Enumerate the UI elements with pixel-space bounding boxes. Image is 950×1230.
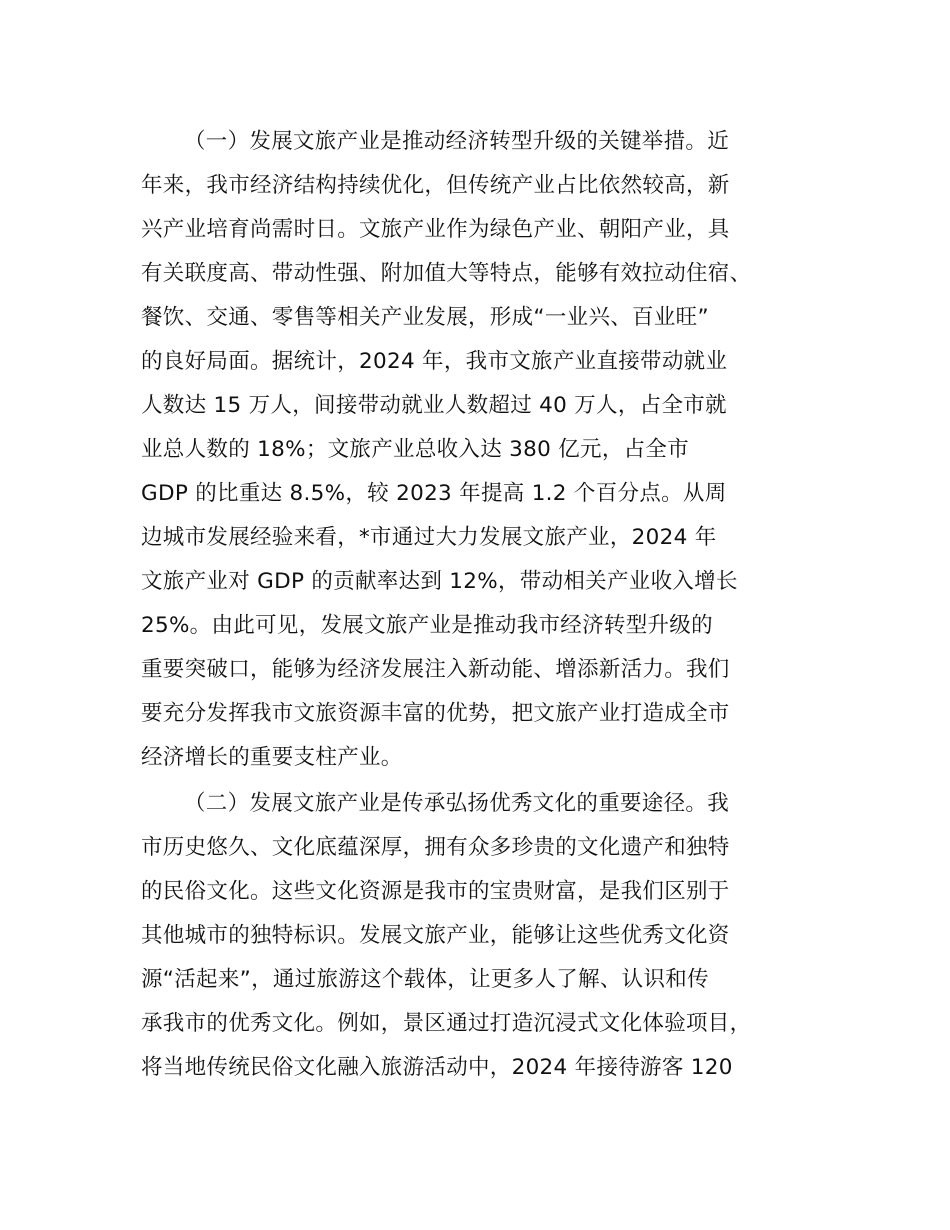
paragraph-line: 25%。由此可见，发展文旅产业是推动我市经济转型升级的 [141,613,713,638]
paragraph-line: 餐饮、交通、零售等相关产业发展，形成“一业兴、百业旺” [141,305,709,330]
paragraph-line: 源“活起来”，通过旅游这个载体，让更多人了解、认识和传 [141,967,709,992]
paragraph-line: 边城市发展经验来看，*市通过大力发展文旅产业，2024 年 [141,525,717,550]
paragraph-line: GDP 的比重达 8.5%，较 2023 年提高 1.2 个百分点。从周 [141,481,727,506]
paragraph-line: 年来，我市经济结构持续优化，但传统产业占比依然较高，新 [141,173,730,198]
paragraph-line: 重要突破口，能够为经济发展注入新动能、增添新活力。我们 [141,657,730,682]
paragraph-line: 人数达 15 万人，间接带动就业人数超过 40 万人，占全市就 [141,393,727,418]
paragraph-line: （二）发展文旅产业是传承弘扬优秀文化的重要途径。我 [184,791,730,816]
paragraph-line: 市历史悠久、文化底蕴深厚，拥有众多珍贵的文化遗产和独特 [141,835,730,860]
paragraph-line: 将当地传统民俗文化融入旅游活动中，2024 年接待游客 120 [141,1055,733,1080]
paragraph-2 [141,782,841,1090]
paragraph-line: 承我市的优秀文化。例如，景区通过打造沉浸式文化体验项目， [141,1011,752,1036]
paragraph-line: 经济增长的重要支柱产业。 [141,745,403,770]
paragraph-line: （一）发展文旅产业是推动经济转型升级的关键举措。近 [184,129,730,154]
paragraph-line: 文旅产业对 GDP 的贡献率达到 12%，带动相关产业收入增长 [141,569,738,594]
paragraph-line: 要充分发挥我市文旅资源丰富的优势，把文旅产业打造成全市 [141,701,730,726]
paragraph-line: 的良好局面。据统计，2024 年，我市文旅产业直接带动就业 [141,349,728,374]
paragraph-line: 兴产业培育尚需时日。文旅产业作为绿色产业、朝阳产业，具 [141,217,730,242]
paragraph-line: 的民俗文化。这些文化资源是我市的宝贵财富，是我们区别于 [141,879,730,904]
paragraph-line: 其他城市的独特标识。发展文旅产业，能够让这些优秀文化资 [141,923,730,948]
paragraph-line: 业总人数的 18%；文旅产业总收入达 380 亿元，占全市 [141,437,690,462]
paragraph-1 [141,120,841,780]
paragraph-line: 有关联度高、带动性强、附加值大等特点，能够有效拉动住宿、 [141,261,752,286]
